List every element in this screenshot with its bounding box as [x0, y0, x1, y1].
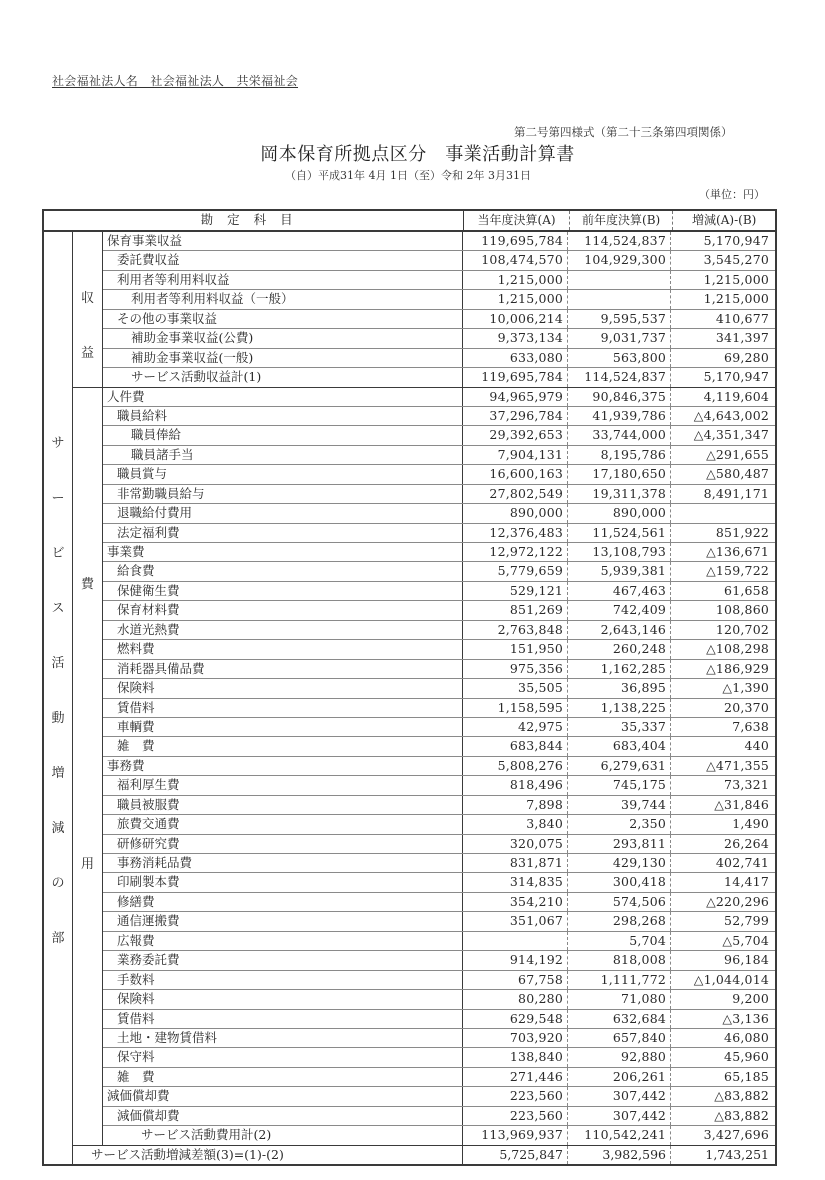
difference-value: 440 [744, 738, 769, 754]
previous-year-value: 563,800 [568, 349, 671, 367]
current-year-value: 7,904,131 [463, 446, 568, 464]
current-year-value: 223,560 [463, 1087, 568, 1105]
current-year-value: 119,695,784 [463, 368, 568, 386]
document-title: 岡本保育所拠点区分 事業活動計算書 [260, 144, 575, 165]
table-row [103, 446, 775, 465]
table-row [103, 1126, 775, 1144]
previous-year-value: 6,279,631 [568, 757, 671, 775]
difference-value: 8,491,171 [703, 485, 769, 501]
table-row [103, 873, 775, 892]
revenue-label-char: 益 [80, 346, 94, 361]
revenue-label-char: 収 [80, 291, 94, 306]
account-name: 賃借料 [103, 699, 463, 717]
corporation-name: 社会福祉法人名 社会福祉法人 共栄福祉会 [52, 74, 299, 88]
final-row-difference: 1,743,251 [705, 1146, 769, 1162]
expense-rows [103, 388, 775, 1145]
previous-year-value: 293,811 [568, 835, 671, 853]
current-year-value: 2,763,848 [463, 621, 568, 639]
current-year-value: 16,600,163 [463, 465, 568, 483]
fiscal-period: （自）平成31年 4月 1日（至）令和 2年 3月31日 [285, 169, 531, 182]
account-name: 旅費交通費 [103, 815, 463, 833]
section-label-char: ビ [51, 546, 65, 561]
current-year-value: 94,965,979 [463, 388, 568, 406]
difference-value: △31,846 [714, 796, 769, 812]
account-name: サービス活動収益計(1) [103, 368, 463, 386]
difference-value: 45,960 [724, 1049, 769, 1065]
current-year-value: 35,505 [463, 679, 568, 697]
difference-value: 9,200 [732, 991, 769, 1007]
current-year-value: 42,975 [463, 718, 568, 736]
account-name: 保険料 [103, 990, 463, 1008]
account-name: 修繕費 [103, 893, 463, 911]
previous-year-value: 467,463 [568, 582, 671, 600]
section-label-char: 部 [51, 931, 65, 946]
account-name: 消耗器具備品費 [103, 660, 463, 678]
unit-label: （単位：円） [699, 188, 765, 201]
difference-value: 69,280 [724, 349, 769, 365]
account-name: 事務費 [103, 757, 463, 775]
previous-year-value: 35,337 [568, 718, 671, 736]
table-row [103, 290, 775, 309]
previous-year-value: 745,175 [568, 776, 671, 794]
table-body [44, 232, 775, 1164]
previous-year-value: 33,744,000 [568, 426, 671, 444]
revenue-label [73, 232, 103, 387]
account-name: 保育事業収益 [103, 232, 463, 250]
table-row [103, 465, 775, 484]
previous-year-value: 1,138,225 [568, 699, 671, 717]
table-row [103, 971, 775, 990]
current-year-value: 354,210 [463, 893, 568, 911]
difference-value: 120,702 [715, 621, 769, 637]
current-year-value: 351,067 [463, 912, 568, 930]
table-row [103, 990, 775, 1009]
account-name: 水道光熱費 [103, 621, 463, 639]
account-name: 減価償却費 [103, 1107, 463, 1125]
current-year-value: 703,920 [463, 1029, 568, 1047]
previous-year-value: 818,008 [568, 951, 671, 969]
account-name: 利用者等利用料収益 [103, 271, 463, 289]
account-name: 職員賞与 [103, 465, 463, 483]
previous-year-value: 92,880 [568, 1048, 671, 1066]
table-row [103, 543, 775, 562]
previous-year-value: 11,524,561 [568, 524, 671, 542]
previous-year-value: 71,080 [568, 990, 671, 1008]
current-year-value: 633,080 [463, 349, 568, 367]
difference-value: 73,321 [724, 777, 769, 793]
header-account: 勘定科目 [44, 211, 464, 230]
current-year-value: 119,695,784 [463, 232, 568, 250]
final-row-current: 5,725,847 [463, 1146, 568, 1164]
table-header [44, 211, 775, 232]
table-row [103, 349, 775, 368]
account-name: 委託費収益 [103, 251, 463, 269]
current-year-value: 10,006,214 [463, 310, 568, 328]
table-row [103, 1029, 775, 1048]
section-label-service-activity [44, 232, 73, 1164]
table-row [103, 368, 775, 386]
table-row [103, 485, 775, 504]
current-year-value: 9,373,134 [463, 329, 568, 347]
table-row [103, 1048, 775, 1067]
difference-value: 1,490 [732, 816, 769, 832]
table-row [103, 329, 775, 348]
account-name: 職員給料 [103, 407, 463, 425]
previous-year-value: 8,195,786 [568, 446, 671, 464]
table-row [103, 504, 775, 523]
section-label-char: ー [51, 491, 65, 506]
account-name: 保健衛生費 [103, 582, 463, 600]
current-year-value: 37,296,784 [463, 407, 568, 425]
account-name: 人件費 [103, 388, 463, 406]
table-row [103, 679, 775, 698]
difference-value: 14,417 [724, 874, 769, 890]
previous-year-value: 13,108,793 [568, 543, 671, 561]
table-row [103, 621, 775, 640]
account-name: 保険料 [103, 679, 463, 697]
account-name: 非常勤職員給与 [103, 485, 463, 503]
difference-value: △220,296 [706, 893, 769, 909]
account-name: 職員諸手当 [103, 446, 463, 464]
difference-value: △136,671 [706, 544, 769, 559]
table-row [103, 524, 775, 543]
table-row [103, 271, 775, 290]
difference-value: △83,882 [714, 1088, 769, 1104]
difference-value: 46,080 [724, 1029, 769, 1045]
activity-statement-table [42, 209, 777, 1166]
previous-year-value: 307,442 [568, 1107, 671, 1125]
table-row [103, 854, 775, 873]
table-row [103, 912, 775, 931]
header-current-year: 当年度決算(A) [464, 211, 570, 230]
table-row [103, 835, 775, 854]
account-name: 保育材料費 [103, 601, 463, 619]
previous-year-value: 1,111,772 [568, 971, 671, 989]
difference-value: 5,170,947 [703, 233, 769, 248]
account-name: 研修研究費 [103, 835, 463, 853]
current-year-value: 67,758 [463, 971, 568, 989]
difference-value: △1,390 [722, 680, 769, 696]
current-year-value: 223,560 [463, 1107, 568, 1125]
table-row [103, 407, 775, 426]
current-year-value: 113,969,937 [463, 1126, 568, 1144]
table-row [103, 310, 775, 329]
previous-year-value: 5,704 [568, 932, 671, 950]
current-year-value: 314,835 [463, 873, 568, 891]
difference-value: △5,704 [722, 932, 769, 948]
current-year-value: 108,474,570 [463, 251, 568, 269]
previous-year-value: 9,031,737 [568, 329, 671, 347]
difference-value: △83,882 [714, 1107, 769, 1123]
header-previous-year: 前年度決算(B) [570, 211, 674, 230]
previous-year-value: 2,350 [568, 815, 671, 833]
current-year-value: 151,950 [463, 640, 568, 658]
difference-value [671, 504, 773, 522]
difference-value: 61,658 [724, 582, 769, 598]
current-year-value: 975,356 [463, 660, 568, 678]
table-row [103, 893, 775, 912]
expense-section [73, 388, 775, 1146]
account-name: 福利厚生費 [103, 776, 463, 794]
current-year-value: 138,840 [463, 1048, 568, 1066]
final-row [73, 1146, 775, 1164]
difference-value: △471,355 [706, 757, 769, 773]
account-name: その他の事業収益 [103, 310, 463, 328]
account-name: 雑 費 [103, 1068, 463, 1086]
difference-value: 1,215,000 [703, 271, 769, 287]
previous-year-value: 9,595,537 [568, 310, 671, 328]
difference-value: 1,215,000 [703, 291, 769, 307]
previous-year-value: 206,261 [568, 1068, 671, 1086]
account-name: 事業費 [103, 543, 463, 561]
previous-year-value: 19,311,378 [568, 485, 671, 503]
account-name: 減価償却費 [103, 1087, 463, 1105]
table-row [103, 640, 775, 659]
current-year-value: 529,121 [463, 582, 568, 600]
account-name: 保守料 [103, 1048, 463, 1066]
difference-value: △159,722 [706, 563, 769, 579]
section-label-char: 増 [51, 766, 65, 781]
current-year-value: 683,844 [463, 737, 568, 755]
current-year-value: 1,158,595 [463, 699, 568, 717]
difference-value: 3,545,270 [703, 252, 769, 268]
previous-year-value: 90,846,375 [568, 388, 671, 406]
table-row [103, 601, 775, 620]
account-name: 通信運搬費 [103, 912, 463, 930]
difference-value: 4,119,604 [703, 388, 769, 404]
difference-value: △186,929 [706, 660, 769, 676]
table-row [103, 951, 775, 970]
difference-value: 341,397 [715, 330, 769, 346]
current-year-value: 914,192 [463, 951, 568, 969]
account-name: 職員俸給 [103, 426, 463, 444]
account-name: 雑 費 [103, 737, 463, 755]
difference-value: △3,136 [722, 1010, 769, 1026]
current-year-value: 5,779,659 [463, 562, 568, 580]
difference-value: △4,643,002 [693, 407, 769, 423]
account-name: 補助金事業収益(公費) [103, 329, 463, 347]
table-row [103, 718, 775, 737]
account-name: 給食費 [103, 562, 463, 580]
difference-value: 851,922 [715, 524, 769, 540]
previous-year-value: 632,684 [568, 1010, 671, 1028]
table-row [103, 815, 775, 834]
expense-label-char: 費 [80, 576, 94, 592]
previous-year-value: 36,895 [568, 679, 671, 697]
previous-year-value: 5,939,381 [568, 562, 671, 580]
difference-value: △580,487 [706, 466, 769, 482]
account-name: 事務消耗品費 [103, 854, 463, 872]
current-year-value: 851,269 [463, 601, 568, 619]
section-label-char: 減 [51, 821, 65, 836]
account-name: 法定福利費 [103, 524, 463, 542]
current-year-value: 12,972,122 [463, 543, 568, 561]
difference-value: 7,638 [732, 718, 769, 734]
table-row [103, 699, 775, 718]
account-name: 退職給付費用 [103, 504, 463, 522]
previous-year-value: 104,929,300 [568, 251, 671, 269]
table-row [103, 426, 775, 445]
difference-value: 3,427,696 [703, 1127, 769, 1143]
previous-year-value: 890,000 [568, 504, 671, 522]
account-name: 業務委託費 [103, 951, 463, 969]
table-row [103, 796, 775, 815]
current-year-value: 3,840 [463, 815, 568, 833]
previous-year-value: 114,524,837 [568, 232, 671, 250]
previous-year-value: 657,840 [568, 1029, 671, 1047]
previous-year-value: 17,180,650 [568, 465, 671, 483]
account-name: 燃料費 [103, 640, 463, 658]
section-label-char: ス [51, 601, 65, 616]
difference-value: △108,298 [706, 641, 769, 657]
revenue-section [73, 232, 775, 388]
previous-year-value: 429,130 [568, 854, 671, 872]
account-name: 職員被服費 [103, 796, 463, 814]
account-name: 土地・建物賃借料 [103, 1029, 463, 1047]
table-row [103, 660, 775, 679]
account-name: 広報費 [103, 932, 463, 950]
difference-value: △1,044,014 [693, 971, 769, 987]
difference-value: 26,264 [724, 835, 769, 851]
table-row [103, 737, 775, 756]
table-row [103, 1010, 775, 1029]
table-row [103, 582, 775, 601]
previous-year-value: 41,939,786 [568, 407, 671, 425]
difference-value: 20,370 [724, 699, 769, 715]
table-row [103, 932, 775, 951]
current-year-value: 80,280 [463, 990, 568, 1008]
current-year-value: 629,548 [463, 1010, 568, 1028]
current-year-value: 890,000 [463, 504, 568, 522]
account-name: 賃借料 [103, 1010, 463, 1028]
table-row [103, 388, 775, 407]
current-year-value: 27,802,549 [463, 485, 568, 503]
table-row [103, 776, 775, 795]
previous-year-value: 574,506 [568, 893, 671, 911]
previous-year-value: 1,162,285 [568, 660, 671, 678]
difference-value: 65,185 [724, 1068, 769, 1084]
form-number: 第二号第四様式（第二十三条第四項関係） [514, 125, 733, 139]
difference-value: 108,860 [715, 602, 769, 618]
previous-year-value: 742,409 [568, 601, 671, 619]
previous-year-value [568, 271, 671, 289]
current-year-value: 831,871 [463, 854, 568, 872]
previous-year-value [568, 290, 671, 308]
difference-value: 410,677 [715, 310, 769, 326]
table-row [103, 1087, 775, 1106]
account-name: 車輌費 [103, 718, 463, 736]
account-name: 利用者等利用料収益（一般） [103, 290, 463, 308]
table-row [103, 251, 775, 270]
section-label-char: 動 [51, 711, 65, 726]
previous-year-value: 114,524,837 [568, 368, 671, 386]
current-year-value [463, 932, 568, 950]
current-year-value: 1,215,000 [463, 290, 568, 308]
previous-year-value: 39,744 [568, 796, 671, 814]
previous-year-value: 307,442 [568, 1087, 671, 1105]
previous-year-value: 260,248 [568, 640, 671, 658]
difference-value: 96,184 [724, 952, 769, 968]
final-row-previous: 3,982,596 [568, 1146, 671, 1164]
section-label-char: 活 [51, 656, 65, 671]
difference-value: 52,799 [724, 913, 769, 929]
current-year-value: 29,392,653 [463, 426, 568, 444]
current-year-value: 7,898 [463, 796, 568, 814]
section-label-char: サ [51, 436, 65, 451]
current-year-value: 1,215,000 [463, 271, 568, 289]
final-row-name: サービス活動増減差額(3)=(1)-(2) [73, 1146, 463, 1164]
difference-value: 5,170,947 [703, 369, 769, 385]
current-year-value: 320,075 [463, 835, 568, 853]
expense-label-char: 用 [80, 856, 94, 872]
current-year-value: 271,446 [463, 1068, 568, 1086]
table-row [103, 1068, 775, 1087]
difference-value: 402,741 [715, 855, 769, 870]
table-row [103, 562, 775, 581]
account-name: 手数料 [103, 971, 463, 989]
previous-year-value: 300,418 [568, 873, 671, 891]
previous-year-value: 683,404 [568, 737, 671, 755]
account-name: 印刷製本費 [103, 873, 463, 891]
account-name: サービス活動費用計(2) [103, 1126, 463, 1144]
expense-label [73, 388, 103, 1145]
header-difference: 増減(A)-(B) [692, 213, 757, 227]
account-name: 補助金事業収益(一般) [103, 349, 463, 367]
table-row [103, 232, 775, 251]
previous-year-value: 298,268 [568, 912, 671, 930]
current-year-value: 818,496 [463, 776, 568, 794]
difference-value: △291,655 [706, 446, 769, 462]
previous-year-value: 110,542,241 [568, 1126, 671, 1144]
difference-value: △4,351,347 [693, 427, 769, 443]
current-year-value: 12,376,483 [463, 524, 568, 542]
table-row [103, 757, 775, 776]
current-year-value: 5,808,276 [463, 757, 568, 775]
revenue-rows [103, 232, 775, 387]
previous-year-value: 2,643,146 [568, 621, 671, 639]
table-row [103, 1107, 775, 1126]
section-label-char: の [51, 876, 65, 891]
